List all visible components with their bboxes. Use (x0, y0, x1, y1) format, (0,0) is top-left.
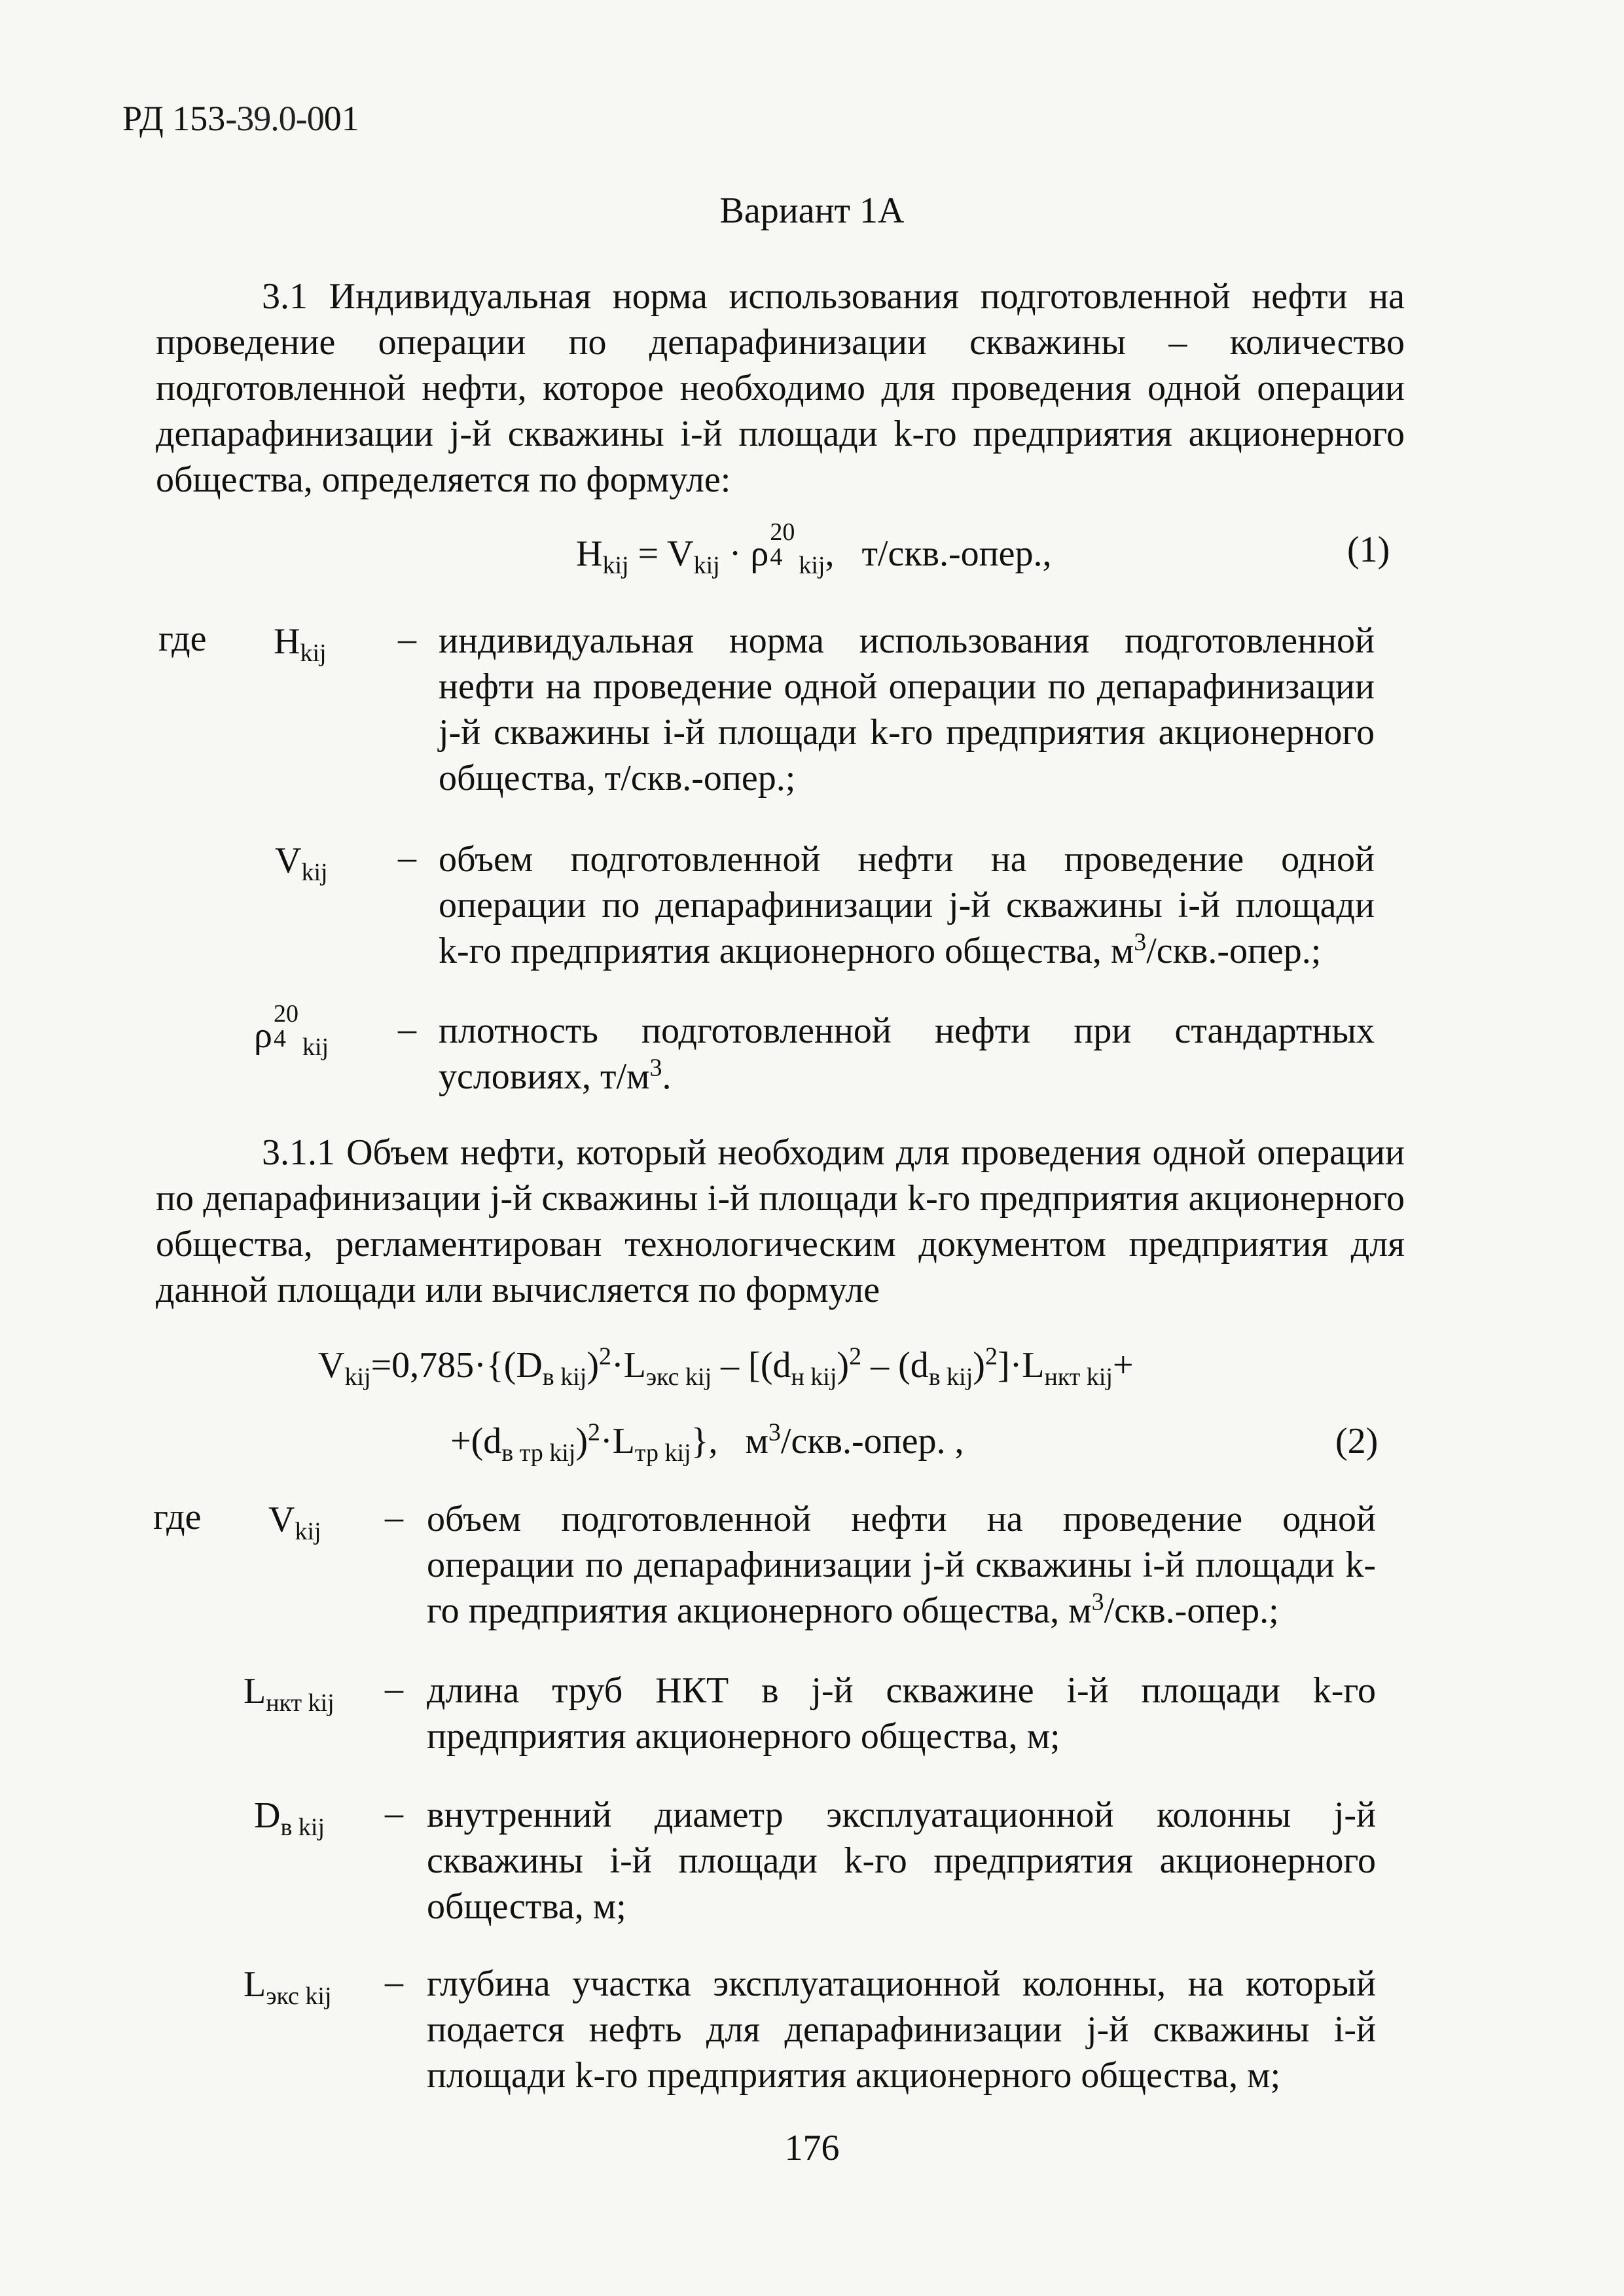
symbol-dv: $D_{в kij}$ (254, 1795, 325, 1842)
dash: – (398, 837, 416, 878)
definition-hkij: индивидуальная норма использования подготовленной нефти на проведение одной операции по депарафинизации j-й скважины i-й площади k-го предприятия акционерного общества, т/скв.-опер.; (439, 620, 1375, 798)
paragraph-3-1: 3.1 Индивидуальная норма использования подготовленной нефти на проведение операции по депарафинизации скважины – количество подготовленной нефти, которое необходимо для проведения одной операции депарафинизации j-й скважины i-й площади k-го предприятия акционерного общества, определяется по формуле: (156, 276, 1405, 500)
symbol-rho: ρ 20 4 $_{kij}$ (254, 999, 329, 1062)
variant-title: Вариант 1А (719, 190, 905, 231)
symbol-vkij-2: $V_{kij}$ (268, 1499, 321, 1546)
symbol-leks: $L_{экс kij}$ (244, 1964, 332, 2011)
definition-vkij-2: объем подготовленной нефти на проведение одной операции по депарафинизации j-й скважины i-й площади k-го предприятия акционерного общества, $м^3/скв$.-опер.; (427, 1499, 1376, 1631)
definition-leks: глубина участка эксплуатационной колонны, на который подается нефть для депарафинизации j-й скважины i-й площади k-го предприятия акционерного общества, м; (427, 1964, 1376, 2096)
paragraph-3-1-1: 3.1.1 Объем нефти, который необходим для проведения одной операции по депарафинизации j-й скважины i-й площади k-го предприятия акционерного общества, регламентирован технологическим документом предприятия для данной площади или вычисляется по формуле (156, 1132, 1405, 1310)
definition-dv: внутренний диаметр эксплуатационной колонны j-й скважины i-й площади k-го предприятия акционерного общества, м; (427, 1795, 1376, 1927)
dash: – (385, 1668, 403, 1709)
dash: – (385, 1962, 403, 2002)
where-label: где (158, 619, 207, 659)
page-number: 176 (784, 2128, 840, 2168)
dash: – (398, 619, 416, 659)
symbol-lnkt: $L_{нкт kij}$ (244, 1671, 334, 1717)
formula-2-line-2: $+(d_{в тр kij})^2\cdot L_{тр kij}$}, $м^3/скв$.-опер. , (450, 1418, 964, 1467)
dash: – (385, 1793, 403, 1833)
document-code: РД 153-39.0-001 (122, 99, 359, 138)
dash: – (385, 1497, 403, 1537)
definition-lnkt: длина труб НКТ в j-й скважине i-й площади k-го предприятия акционерного общества, м; (427, 1670, 1376, 1757)
symbol-vkij: $V_{kij}$ (275, 840, 328, 887)
dash: – (398, 1009, 416, 1049)
definition-vkij: объем подготовленной нефти на проведение одной операции по депарафинизации j-й скважины i-й площади k-го предприятия акционерного общества, $м^3/скв$.-опер.; (439, 839, 1375, 971)
symbol-hkij: $H_{kij}$ (274, 621, 327, 668)
definition-rho: плотность подготовленной нефти при стандартных условиях, $т/м^3$. (439, 1011, 1375, 1097)
formula-1: $H_{kij} = V_{kij} \cdot \rho$ 20 4 $_{kij}$, т/скв.-опер., (576, 518, 1052, 580)
where-label: где (153, 1497, 202, 1537)
equation-number-2: (2) (1335, 1421, 1379, 1462)
equation-number-1: (1) (1347, 529, 1390, 570)
formula-2-line-1: $V_{kij}=0,785\cdot\{(D_{в kij})^2\cdot L_{экс kij} - [(d_{н kij})^2 - (d_{в kij})^2]\cdot L_{нкт kij}+$ (318, 1342, 1134, 1391)
